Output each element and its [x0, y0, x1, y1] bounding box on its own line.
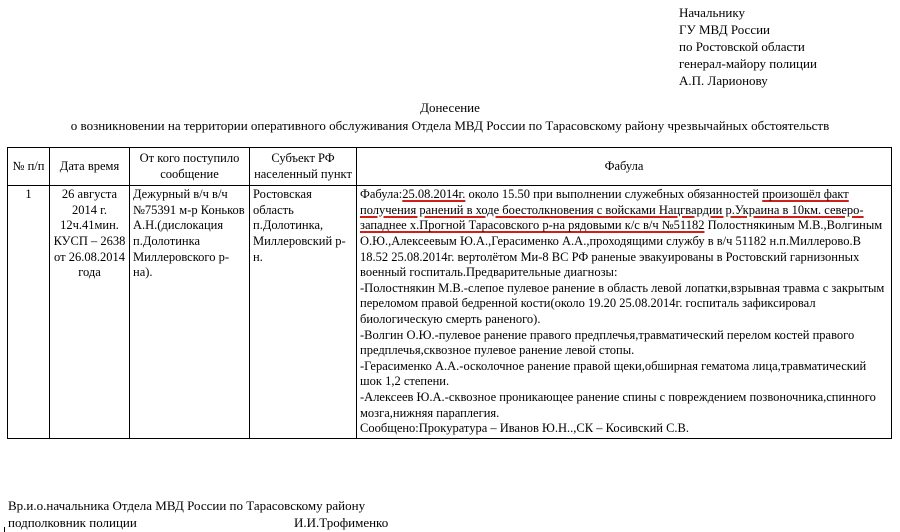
cell-num: 1 [8, 186, 50, 439]
header-num: № п/п [8, 148, 50, 186]
fabula-mid: около 15.50 при выполнении служебных обязанностей [465, 187, 763, 202]
header-fabula: Фабула [357, 148, 892, 186]
fabula-date: 25.08.2014г. [402, 187, 466, 202]
header-subject: Субъект РФ населенный пункт [250, 148, 357, 186]
fabula-notified: Сообщено:Прокуратура – Иванов Ю.Н..,СК – Косивский С.В. [360, 421, 689, 436]
fabula-diagnosis-1: -Полостнякин М.В.-слепое пулевое ранение в область левой лопатки,взрывная травма с закрытым переломом правой бедренной кости(около 19.20 25.08.2014г. госпиталь зафиксировал биологическую смерть раненого). [360, 280, 885, 326]
addressee-block [679, 4, 817, 89]
document-heading: Донесение [420, 100, 480, 115]
header-from: От кого поступило сообщение [130, 148, 250, 186]
addressee-line-title: Начальнику [679, 5, 746, 20]
table-row [8, 186, 892, 439]
fabula-paragraph-main [360, 187, 888, 281]
document-title [0, 99, 900, 135]
addressee-line-name: А.П. Ларионову [679, 73, 768, 88]
cell-date: 26 августа 2014 г. 12ч.41мин. КУСП – 2638 от 26.08.2014 года [50, 186, 130, 439]
fabula-underlined-text: произошёл факт получения ранений в ходе боестолкновения с войсками Нацгвардии р.Украина в 10км. северо-западнее х.Прогной Тарасовского р-на рядовыми к/с в/ч №51182 [360, 187, 864, 233]
signature-position: Вр.и.о.начальника Отдела МВД России по Тарасовскому району [8, 498, 366, 513]
fabula-prefix: Фабула: [360, 187, 403, 202]
signature-block [8, 497, 448, 531]
report-table [7, 147, 892, 439]
fabula-rest: Полостнякиным М.В.,Волгиным О.Ю.,Алексеевым Ю.А.,Герасименко А.А.,проходящими службу в в/ч 51182 н.п.Миллерово.В 18.52 25.08.2014г. вертолётом Ми-8 ВС РФ раненые эвакуированы в Ростовский гарнизонных военный госпиталь.Предварительные диагнозы: [360, 218, 883, 280]
signature-rank: подполковник полиции [8, 515, 137, 530]
signature-name: И.И.Трофименко [294, 515, 389, 530]
page-edge-mark [4, 527, 5, 532]
cell-fabula [357, 186, 892, 439]
cell-subject: Ростовская область п.Долотинка, Миллеровский р-н. [250, 186, 357, 439]
cell-from: Дежурный в/ч в/ч №75391 м-р Коньков А.Н.(дислокация п.Долотинка Миллеровского р-на). [130, 186, 250, 439]
addressee-line-region: по Ростовской области [679, 39, 805, 54]
table-header-row [8, 148, 892, 186]
fabula-diagnosis-2: -Волгин О.Ю.-пулевое ранение правого предплечья,травматический перелом костей правого предплечья,сквозное пулевое ранение левой стопы. [360, 327, 855, 358]
addressee-line-rank: генерал-майору полиции [679, 56, 817, 71]
signature-row [8, 514, 448, 531]
document-subheading: о возникновении на территории оперативного обслуживания Отдела МВД России по Тарасовскому району чрезвычайных обстоятельств [70, 118, 830, 133]
fabula-diagnosis-3: -Герасименко А.А.-осколочное ранение правой щеки,обширная гематома лица,травматический шок 1,2 степени. [360, 358, 867, 389]
header-date: Дата время [50, 148, 130, 186]
fabula-diagnosis-4: -Алексеев Ю.А.-сквозное проникающее ранение спины с повреждением позвоночника,спинного мозга,нижняя параплегия. [360, 389, 876, 420]
addressee-line-org: ГУ МВД России [679, 22, 771, 37]
